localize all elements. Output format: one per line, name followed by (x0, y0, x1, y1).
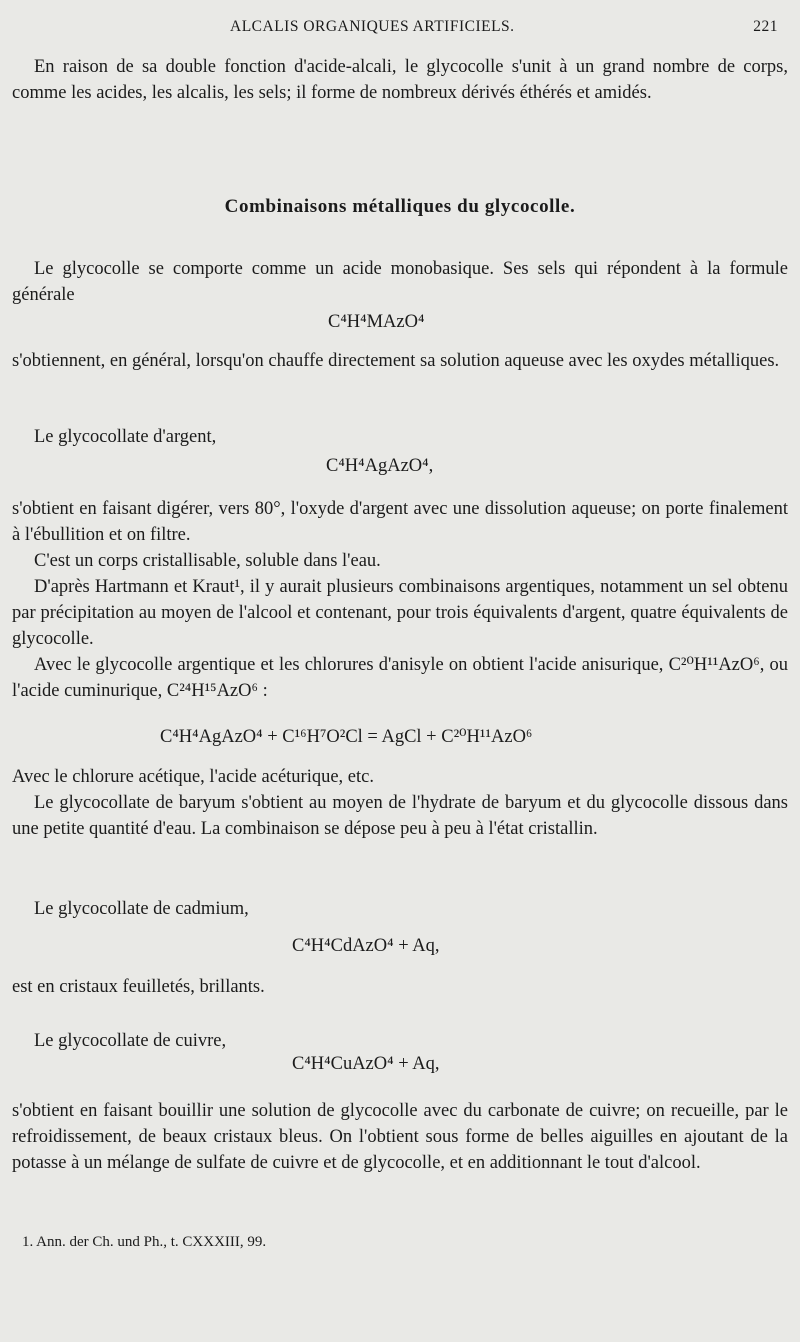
general-block (12, 256, 788, 308)
running-header (0, 18, 800, 42)
argent-paragraph-4: Avec le glycocolle argentique et les chlorures d'anisyle on obtient l'acide anisurique, C²⁰H¹¹AzO⁶, ou l'acide cuminurique, C²⁴H¹⁵AzO⁶ : (12, 655, 788, 701)
cuivre-lead-block (12, 1028, 788, 1054)
cuivre-formula: C⁴H⁴CuAzO⁴ + Aq, (292, 1054, 440, 1074)
cadmium-lead-block (12, 896, 788, 922)
argent-formula: C⁴H⁴AgAzO⁴, (326, 456, 434, 476)
argent-block-2 (12, 764, 788, 842)
general-text-2: s'obtiennent, en général, lorsqu'on chauffe directement sa solution aqueuse avec les oxydes métalliques. (12, 351, 780, 371)
page-number: 221 (753, 18, 778, 35)
cadmium-text: est en cristaux feuilletés, brillants. (12, 977, 265, 997)
argent-paragraph-3: D'après Hartmann et Kraut¹, il y aurait plusieurs combinaisons argentiques, notamment un sel obtenu par précipitation au moyen de l'alcool et contenant, pour trois équivalents d'argent, quatre équivalents de glycocolle. (12, 577, 788, 649)
section-heading: Combinaisons métalliques du glycocolle. (224, 196, 576, 217)
argent-paragraph-2: C'est un corps cristallisable, soluble dans l'eau. (34, 551, 381, 571)
intro-paragraph: En raison de sa double fonction d'acide-alcali, le glycocolle s'unit à un grand nombre de corps, comme les acides, les alcalis, les sels; il forme de nombreux dérivés éthérés et amidés. (12, 57, 788, 103)
cuivre-lead: Le glycocollate de cuivre, (34, 1031, 227, 1051)
argent-lead: Le glycocollate d'argent, (34, 427, 217, 447)
cadmium-formula: C⁴H⁴CdAzO⁴ + Aq, (292, 936, 440, 956)
cadmium-lead: Le glycocollate de cadmium, (34, 899, 249, 919)
cadmium-block (12, 974, 788, 1000)
intro-block (12, 54, 788, 106)
general-block-2 (12, 348, 788, 374)
cuivre-block (12, 1098, 788, 1176)
argent-block (12, 496, 788, 704)
running-title: ALCALIS ORGANIQUES ARTIFICIELS. (230, 18, 515, 35)
footnote: 1. Ann. der Ch. und Ph., t. CXXXIII, 99. (22, 1234, 267, 1250)
argent-paragraph-5: Avec le chlorure acétique, l'acide acéturique, etc. (12, 767, 374, 787)
cuivre-text: s'obtient en faisant bouillir une solution de glycocolle avec du carbonate de cuivre; on recueille, par le refroidissement, de beaux cristaux bleus. On l'obtient sous forme de belles aiguilles en ajoutant de la potasse à un mélange de sulfate de cuivre et de glycocolle, et en additionnant le tout d'alcool. (12, 1101, 788, 1173)
baryum-paragraph: Le glycocollate de baryum s'obtient au moyen de l'hydrate de baryum et du glycocolle dissous dans une petite quantité d'eau. La combinaison se dépose peu à peu à l'état cristallin. (12, 793, 788, 839)
argent-lead-block (12, 424, 788, 450)
general-formula: C⁴H⁴MAzO⁴ (328, 312, 425, 332)
general-text-1: Le glycocolle se comporte comme un acide monobasique. Ses sels qui répondent à la formule générale (12, 259, 788, 305)
argent-text: s'obtient en faisant digérer, vers 80°, l'oxyde d'argent avec une dissolution aqueuse; on porte finalement à l'ébullition et on filtre. (12, 499, 788, 545)
reaction-equation: C⁴H⁴AgAzO⁴ + C¹⁶H⁷O²Cl = AgCl + C²⁰H¹¹AzO⁶ (160, 727, 533, 747)
